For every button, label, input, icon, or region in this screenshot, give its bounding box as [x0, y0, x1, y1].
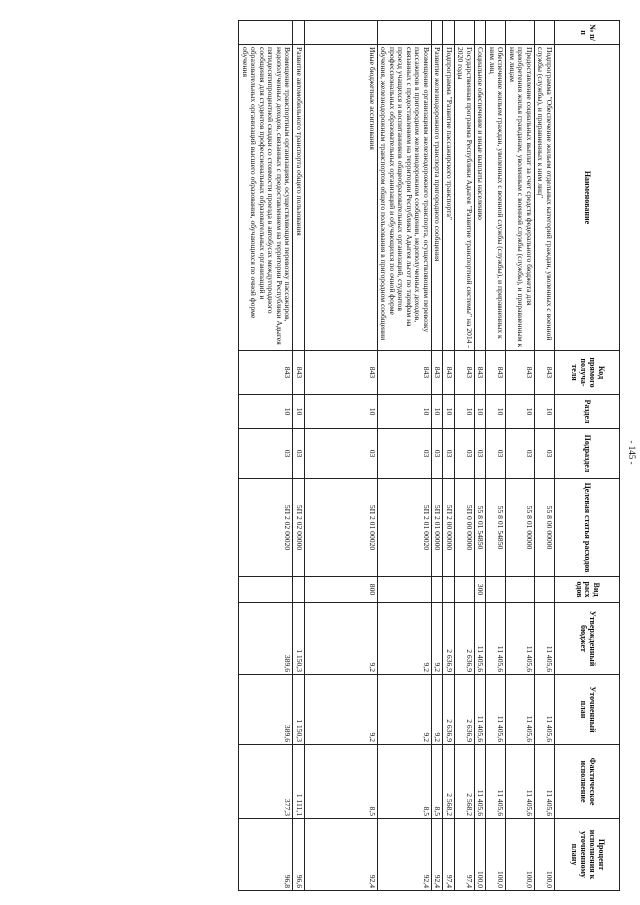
approved-cell: 389,6	[239, 603, 293, 675]
csr-cell: 55 8 01 54850	[475, 479, 487, 577]
podrazdel-cell: 03	[239, 429, 293, 479]
razdel-cell: 10	[239, 395, 293, 429]
fact-cell: 2 568,2	[443, 745, 455, 819]
fact-cell: 11 405,6	[506, 745, 535, 819]
fact-cell: 8,5	[432, 745, 444, 819]
vr-cell	[535, 577, 555, 603]
approved-cell: 11 405,6	[486, 603, 506, 675]
fact-cell: 11 405,6	[486, 745, 506, 819]
vr-cell	[486, 577, 506, 603]
vr-cell	[293, 577, 305, 603]
razdel-cell: 10	[486, 395, 506, 429]
fact-cell: 2 568,2	[455, 745, 475, 819]
table-row	[475, 21, 487, 891]
table-row	[239, 21, 293, 891]
row-number-cell	[432, 21, 444, 45]
percent-cell: 100,0	[506, 819, 535, 891]
fact-cell: 377,3	[239, 745, 293, 819]
header-cell: Код прямого получа-теля	[555, 351, 620, 395]
csr-cell: 5П 2 02 00020	[239, 479, 293, 577]
percent-cell: 92,4	[378, 819, 432, 891]
plan-cell: 2 636,9	[455, 675, 475, 745]
header-cell: Раздел	[555, 395, 620, 429]
razdel-cell: 10	[475, 395, 487, 429]
page-number: - 145 -	[627, 440, 637, 465]
plan-cell: 9,2	[378, 675, 432, 745]
csr-cell: 5П 2 01 00020	[305, 479, 378, 577]
code-cell: 843	[486, 351, 506, 395]
table-row	[432, 21, 444, 891]
podrazdel-cell: 03	[506, 429, 535, 479]
code-cell: 843	[432, 351, 444, 395]
row-number-cell	[535, 21, 555, 45]
vr-cell	[455, 577, 475, 603]
table-row	[535, 21, 555, 891]
table-row	[305, 21, 378, 891]
razdel-cell: 10	[455, 395, 475, 429]
approved-cell: 11 405,6	[535, 603, 555, 675]
row-number-cell	[455, 21, 475, 45]
name-cell: Государственная программа Республики Адыгея "Развитие транспортной системы" на 2014 - 2020 годы	[455, 45, 475, 351]
podrazdel-cell: 03	[432, 429, 444, 479]
percent-cell: 97,4	[455, 819, 475, 891]
podrazdel-cell: 03	[486, 429, 506, 479]
approved-cell: 11 405,6	[506, 603, 535, 675]
code-cell: 843	[506, 351, 535, 395]
percent-cell: 100,0	[535, 819, 555, 891]
row-number-cell	[305, 21, 378, 45]
name-cell: Иные бюджетные ассигнования	[305, 45, 378, 351]
row-number-cell	[239, 21, 293, 45]
name-cell: Обеспечение жильем граждан, уволенных с военной службы (службы), и приравненных к ним лиц	[486, 45, 506, 351]
razdel-cell: 10	[535, 395, 555, 429]
code-cell: 843	[378, 351, 432, 395]
name-cell: Возмещение организациям железнодорожного транспорта, осуществляющим перевозку пассажиров в пригородном железнодорожном сообщении, недополученных доходов, связанных с предоставлением на территории Республики Адыгея льгот по тарифам на проезд учащихся и воспитанников общеобразовательных организаций, студентов профессиональных образовательных организаций и обучающихся по очной форме обучения, железнодорожным транспортом общего пользования в пригородном сообщении	[378, 45, 432, 351]
name-cell: Возмещение транспортным организациям, осуществляющим перевозку пассажиров, недополученных доходов, связанных с предоставлением на территории Республики Адыгея пятидесятипроцентной скидки со стоимости проезда в автобусах междугородного сообщения для студентов профессиональных образовательных организаций и образовательных организаций высшего образования, обучающихся по очной форме обучения	[239, 45, 293, 351]
approved-cell: 2 636,9	[443, 603, 455, 675]
table-row	[378, 21, 432, 891]
podrazdel-cell: 03	[305, 429, 378, 479]
razdel-cell: 10	[293, 395, 305, 429]
row-number-cell	[486, 21, 506, 45]
code-cell: 843	[239, 351, 293, 395]
plan-cell: 11 405,6	[506, 675, 535, 745]
percent-cell: 92,4	[305, 819, 378, 891]
percent-cell: 100,0	[486, 819, 506, 891]
plan-cell: 2 636,9	[443, 675, 455, 745]
plan-cell: 389,6	[239, 675, 293, 745]
row-number-cell	[475, 21, 487, 45]
razdel-cell: 10	[378, 395, 432, 429]
plan-cell: 11 405,6	[475, 675, 487, 745]
name-cell: Предоставление социальных выплат за счет средств федерального бюджета для приобретения жилья гражданам, уволенным с военной службы (службы), и приравненным к ним лицам	[506, 45, 535, 351]
header-cell: Целевая статья расходов	[555, 479, 620, 577]
code-cell: 843	[535, 351, 555, 395]
code-cell: 843	[455, 351, 475, 395]
header-cell: Подраздел	[555, 429, 620, 479]
percent-cell: 92,4	[432, 819, 444, 891]
podrazdel-cell: 03	[293, 429, 305, 479]
vr-cell: 300	[475, 577, 487, 603]
name-cell: Подпрограмма "Обеспечение жильем отдельных категорий граждан, уволенных с военной службы (службы), и приравненных к ним лиц"	[535, 45, 555, 351]
table-row	[293, 21, 305, 891]
fact-cell: 8,5	[378, 745, 432, 819]
plan-cell: 11 405,6	[535, 675, 555, 745]
fact-cell: 11 405,6	[475, 745, 487, 819]
fact-cell: 1 111,1	[293, 745, 305, 819]
csr-cell: 55 8 01 54850	[486, 479, 506, 577]
csr-cell: 5П 0 00 00000	[455, 479, 475, 577]
row-number-cell	[506, 21, 535, 45]
razdel-cell: 10	[443, 395, 455, 429]
csr-cell: 5П 2 00 00000	[443, 479, 455, 577]
header-cell: Фактическое исполнение	[555, 745, 620, 819]
podrazdel-cell: 03	[455, 429, 475, 479]
vr-cell	[506, 577, 535, 603]
vr-cell: 800	[305, 577, 378, 603]
code-cell: 843	[443, 351, 455, 395]
csr-cell: 5П 2 01 00000	[432, 479, 444, 577]
approved-cell: 9,2	[305, 603, 378, 675]
header-cell: № п/п	[555, 21, 620, 45]
plan-cell: 11 405,6	[486, 675, 506, 745]
table-row	[443, 21, 455, 891]
header-cell: Вид расх одов	[555, 577, 620, 603]
name-cell: Подпрограмма "Развитие пассажирского транспорта"	[443, 45, 455, 351]
csr-cell: 55 8 00 00000	[535, 479, 555, 577]
name-cell: Развитие автомобильного транспорта общего пользования	[293, 45, 305, 351]
podrazdel-cell: 03	[378, 429, 432, 479]
podrazdel-cell: 03	[475, 429, 487, 479]
header-cell: Уточненный план	[555, 675, 620, 745]
vr-cell	[443, 577, 455, 603]
percent-cell: 100,0	[475, 819, 487, 891]
budget-table	[239, 20, 621, 891]
vr-cell	[378, 577, 432, 603]
approved-cell: 1 150,3	[293, 603, 305, 675]
row-number-cell	[293, 21, 305, 45]
csr-cell: 5П 2 01 00020	[378, 479, 432, 577]
fact-cell: 8,5	[305, 745, 378, 819]
approved-cell: 2 636,9	[455, 603, 475, 675]
percent-cell: 96,8	[239, 819, 293, 891]
row-number-cell	[378, 21, 432, 45]
fact-cell: 11 405,6	[535, 745, 555, 819]
approved-cell: 11 405,6	[475, 603, 487, 675]
plan-cell: 9,2	[432, 675, 444, 745]
table-row	[486, 21, 506, 891]
vr-cell	[432, 577, 444, 603]
percent-cell: 96,6	[293, 819, 305, 891]
razdel-cell: 10	[506, 395, 535, 429]
table-row	[506, 21, 535, 891]
code-cell: 843	[293, 351, 305, 395]
percent-cell: 97,4	[443, 819, 455, 891]
code-cell: 843	[305, 351, 378, 395]
header-cell: Процент исполнения к уточненному плану	[555, 819, 620, 891]
vr-cell	[239, 577, 293, 603]
header-cell: Наименование	[555, 45, 620, 351]
header-cell: Утвержденный бюджет	[555, 603, 620, 675]
approved-cell: 9,2	[378, 603, 432, 675]
razdel-cell: 10	[305, 395, 378, 429]
name-cell: Развитие железнодорожного транспорта пригородного сообщения	[432, 45, 444, 351]
code-cell: 843	[475, 351, 487, 395]
csr-cell: 55 8 01 00000	[506, 479, 535, 577]
plan-cell: 9,2	[305, 675, 378, 745]
approved-cell: 9,2	[432, 603, 444, 675]
table-header	[555, 21, 620, 891]
table-row	[455, 21, 475, 891]
razdel-cell: 10	[432, 395, 444, 429]
row-number-cell	[443, 21, 455, 45]
podrazdel-cell: 03	[443, 429, 455, 479]
podrazdel-cell: 03	[535, 429, 555, 479]
name-cell: Социальное обеспечение и иные выплаты населению	[475, 45, 487, 351]
csr-cell: 5П 2 02 00000	[293, 479, 305, 577]
plan-cell: 1 150,3	[293, 675, 305, 745]
